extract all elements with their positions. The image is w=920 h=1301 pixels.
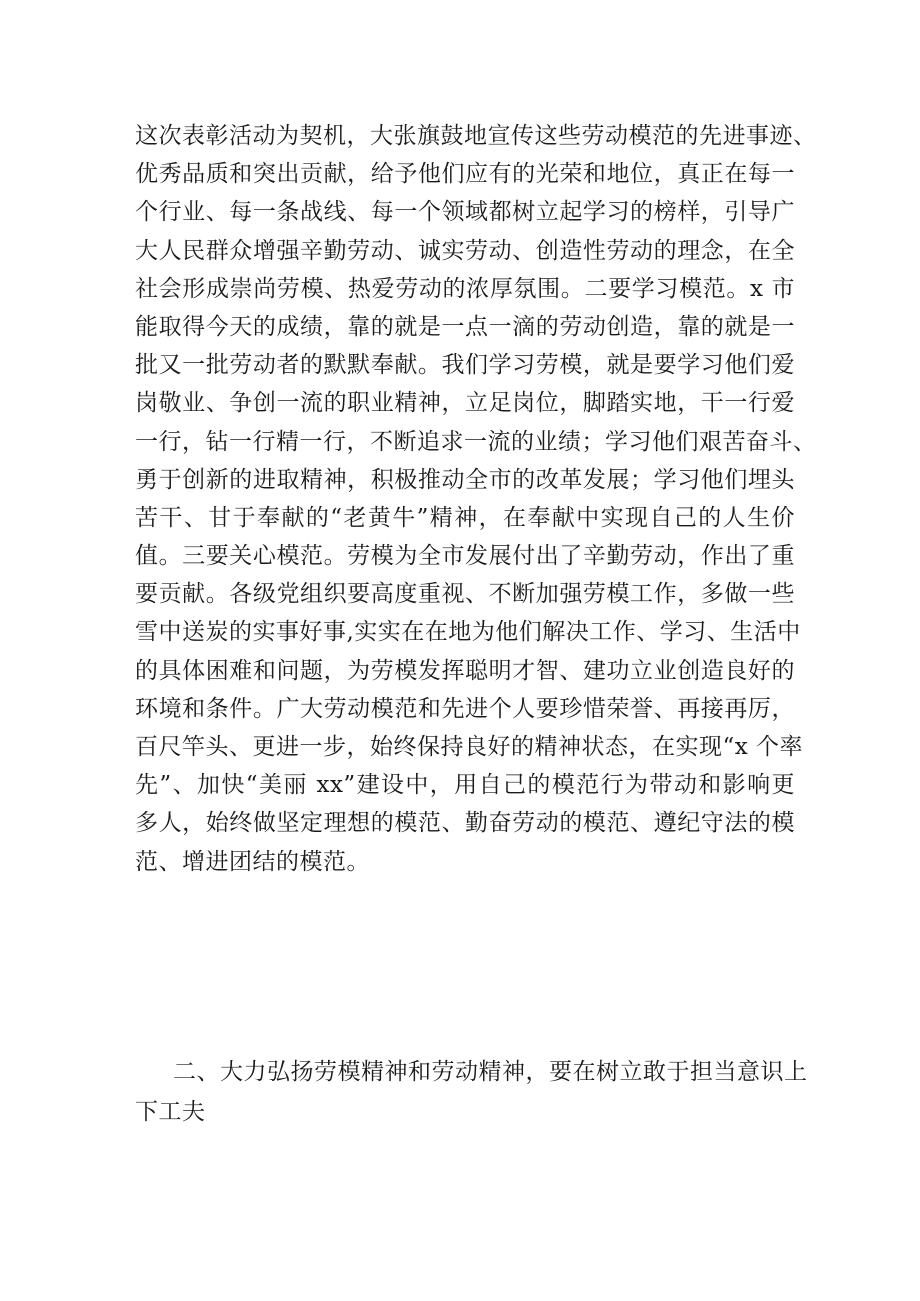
body-line: 值。三要关心模范。劳模为全市发展付出了辛勤劳动，作出了重 <box>135 543 795 570</box>
body-line: 一行，钻一行精一行，不断追求一流的业绩；学习他们艰苦奋斗、 <box>135 428 817 455</box>
body-line: 百尺竿头、更进一步，始终保持良好的精神状态，在实现“x 个率 <box>135 734 804 760</box>
section-heading-line: 二、大力弘扬劳模精神和劳动精神，要在树立敢于担当意识上 <box>173 1059 808 1085</box>
body-line: 多人，始终做坚定理想的模范、勤奋劳动的模范、遵纪守法的模 <box>135 810 795 837</box>
body-line: 岗敬业、争创一流的职业精神，立足岗位，脚踏实地，干一行爱 <box>135 390 795 417</box>
body-line: 范、增进团结的模范。 <box>135 848 370 875</box>
body-line: 个行业、每一条战线、每一个领域都树立起学习的榜样，引导广 <box>135 199 795 226</box>
body-line: 能取得今天的成绩，靠的就是一点一滴的劳动创造，靠的就是一 <box>135 313 795 340</box>
section-heading-line: 下工夫 <box>135 1099 206 1125</box>
body-line: 环境和条件。广大劳动模范和先进个人要珍惜荣誉、再接再厉， <box>135 695 795 722</box>
body-line: 先”、加快“美丽 xx”建设中，用自己的模范行为带动和影响更 <box>135 772 795 799</box>
body-line: 要贡献。各级党组织要高度重视、不断加强劳模工作，多做一些 <box>135 581 795 608</box>
body-line: 苦干、甘于奉献的“老黄牛”精神，在奉献中实现自己的人生价 <box>135 504 795 531</box>
body-line: 大人民群众增强辛勤劳动、诚实劳动、创造性劳动的理念，在全 <box>135 237 795 264</box>
body-line: 的具体困难和问题，为劳模发挥聪明才智、建功立业创造良好的 <box>135 657 795 684</box>
section-heading <box>135 1052 808 1132</box>
body-paragraph <box>135 117 817 881</box>
body-line: 批又一批劳动者的默默奉献。我们学习劳模，就是要学习他们爱 <box>135 352 795 379</box>
body-line: 社会形成崇尚劳模、热爱劳动的浓厚氛围。二要学习模范。x 市 <box>135 275 795 302</box>
body-line: 雪中送炭的实事好事,实实在在地为他们解决工作、学习、生活中 <box>135 619 801 646</box>
body-line: 勇于创新的进取精神，积极推动全市的改革发展；学习他们埋头 <box>135 466 795 493</box>
body-line: 这次表彰活动为契机，大张旗鼓地宣传这些劳动模范的先进事迹、 <box>135 123 817 149</box>
body-line: 优秀品质和突出贡献，给予他们应有的光荣和地位，真正在每一 <box>135 161 795 188</box>
